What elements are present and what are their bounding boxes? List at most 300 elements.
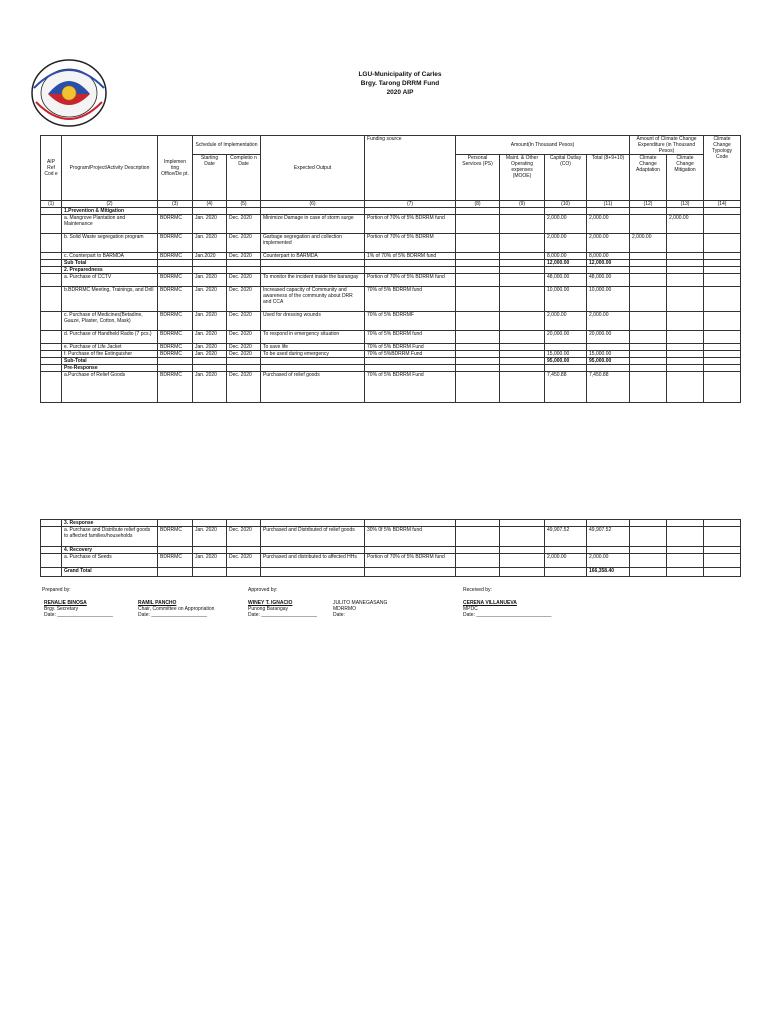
- col-co: Capital Outlay (CO): [545, 155, 587, 201]
- start-date-cell: Jan. 2020: [193, 215, 227, 234]
- adaptation-cell: [630, 312, 667, 331]
- co-cell: 20,000.00: [545, 331, 587, 344]
- end-date-cell: Dec. 2020: [227, 331, 261, 344]
- col-number: (2): [62, 201, 158, 208]
- empty-cell: [500, 547, 545, 554]
- table-row: [41, 274, 741, 287]
- empty-cell: [704, 208, 741, 215]
- end-date-cell: Dec. 2020: [227, 234, 261, 253]
- start-date-cell: Jan.2020: [193, 253, 227, 260]
- section-row: [41, 520, 741, 527]
- col-schedule: Schedule of Implementation: [193, 136, 261, 155]
- mooe-cell: [500, 287, 545, 312]
- aip-table-body-page-1: [41, 208, 741, 403]
- start-date-cell: Jan. 2020: [193, 287, 227, 312]
- empty-cell: [365, 358, 456, 365]
- empty-cell: [193, 260, 227, 267]
- aip-ref-cell: [41, 274, 62, 287]
- empty-cell: [193, 547, 227, 554]
- empty-cell: [667, 208, 704, 215]
- empty-cell: [456, 520, 500, 527]
- section-label: 1.Prevention & Mitigation: [62, 208, 158, 215]
- received-by-label: Received by:: [463, 587, 492, 593]
- signatory-date: Date: ____________________: [44, 612, 113, 618]
- header-fund: Brgy. Tarong DRRM Fund: [360, 80, 440, 87]
- section-row: [41, 547, 741, 554]
- subtotal-co: 12,000.00: [545, 260, 587, 267]
- empty-cell: [500, 365, 545, 372]
- empty-cell: [227, 358, 261, 365]
- end-date-cell: Dec. 2020: [227, 351, 261, 358]
- empty-cell: [630, 358, 667, 365]
- subtotal-co: 95,000.00: [545, 358, 587, 365]
- adaptation-cell: [630, 554, 667, 568]
- office-cell: BDRRMC: [158, 287, 193, 312]
- column-number-row: [41, 201, 741, 208]
- empty-cell: [193, 365, 227, 372]
- signatory-date: Date: ___________________________: [463, 612, 552, 618]
- typology-cell: [704, 253, 741, 260]
- empty-cell: [158, 358, 193, 365]
- mooe-cell: [500, 234, 545, 253]
- adaptation-cell: [630, 527, 667, 547]
- section-label: Pre-Response: [62, 365, 158, 372]
- total-cell: 2,000.00: [587, 234, 630, 253]
- empty-cell: [193, 568, 227, 577]
- municipal-seal-logo: [30, 58, 108, 128]
- signatory-mdrrmo: [333, 600, 387, 618]
- ps-cell: [456, 287, 500, 312]
- start-date-cell: Jan. 2020: [193, 312, 227, 331]
- subtotal-row: [41, 260, 741, 267]
- empty-cell: [365, 520, 456, 527]
- col-number: (5): [227, 201, 261, 208]
- typology-cell: [704, 312, 741, 331]
- subtotal-total: 166,358.40: [587, 568, 630, 577]
- mitigation-cell: [667, 234, 704, 253]
- col-adaptation: Climate Change Adaptation: [630, 155, 667, 201]
- aip-ref-cell: [41, 312, 62, 331]
- empty-cell: [158, 365, 193, 372]
- co-cell: 2,000.00: [545, 554, 587, 568]
- section-row: [41, 208, 741, 215]
- typology-cell: [704, 331, 741, 344]
- empty-cell: [630, 547, 667, 554]
- signatory-name: RAMIL PANCHO: [138, 600, 177, 606]
- signatory-name: CERENA VILLANUEVA: [463, 600, 517, 606]
- empty-cell: [704, 568, 741, 577]
- aip-ref-cell: [41, 568, 62, 577]
- col-mitigation: Climate Change Mitigation: [667, 155, 704, 201]
- ps-cell: [456, 351, 500, 358]
- description-cell: b.BDRRMC Meeting, Trainings, and Drill: [62, 287, 158, 312]
- start-date-cell: Jan. 2020: [193, 274, 227, 287]
- empty-cell: [630, 260, 667, 267]
- signatory-title: Chair, Committee on Appropriation: [138, 606, 215, 612]
- aip-ref-cell: [41, 554, 62, 568]
- aip-ref-cell: [41, 215, 62, 234]
- description-cell: a.Purchase of Relief Goods: [62, 372, 158, 403]
- col-number: (8): [456, 201, 500, 208]
- empty-cell: [365, 547, 456, 554]
- header-year: 2020 AIP: [386, 89, 414, 96]
- mooe-cell: [500, 372, 545, 403]
- signatory-date: Date: ____________________: [248, 612, 317, 618]
- empty-cell: [704, 365, 741, 372]
- total-cell: 49,907.52: [587, 527, 630, 547]
- signatory-punong-barangay: [248, 600, 317, 618]
- office-cell: BDRRMC: [158, 331, 193, 344]
- empty-cell: [500, 358, 545, 365]
- typology-cell: [704, 344, 741, 351]
- signatory-name: JULITO MANEGASANG: [333, 600, 388, 606]
- col-climate: Amount of Climate Change Expenditure (in Thousand Pesos): [630, 136, 704, 155]
- start-date-cell: Jan. 2020: [193, 344, 227, 351]
- empty-cell: [667, 260, 704, 267]
- aip-ref-cell: [41, 234, 62, 253]
- end-date-cell: Dec. 2020: [227, 253, 261, 260]
- empty-cell: [545, 365, 587, 372]
- ps-cell: [456, 372, 500, 403]
- start-date-cell: Jan. 2020: [193, 527, 227, 547]
- total-cell: 2,000.00: [587, 215, 630, 234]
- empty-cell: [365, 260, 456, 267]
- empty-cell: [261, 260, 365, 267]
- aip-ref-cell: [41, 372, 62, 403]
- total-cell: 8,000.00: [587, 253, 630, 260]
- aip-ref-cell: [41, 351, 62, 358]
- mitigation-cell: [667, 287, 704, 312]
- start-date-cell: Jan. 2020: [193, 554, 227, 568]
- funding-source-cell: 70% of 5% BDRRM fund: [365, 287, 456, 312]
- empty-cell: [365, 365, 456, 372]
- aip-ref-cell: [41, 208, 62, 215]
- aip-ref-cell: [41, 547, 62, 554]
- table-row: [41, 351, 741, 358]
- empty-cell: [500, 208, 545, 215]
- expected-output-cell: To respond in emergency situation: [261, 331, 365, 344]
- aip-ref-cell: [41, 287, 62, 312]
- end-date-cell: Dec. 2020: [227, 215, 261, 234]
- empty-cell: [587, 267, 630, 274]
- col-number: (14): [704, 201, 741, 208]
- description-cell: a. Purchase of Seeds: [62, 554, 158, 568]
- adaptation-cell: [630, 344, 667, 351]
- table-row: [41, 331, 741, 344]
- table-row: [41, 234, 741, 253]
- section-row: [41, 267, 741, 274]
- mooe-cell: [500, 554, 545, 568]
- table-row: [41, 312, 741, 331]
- mitigation-cell: [667, 253, 704, 260]
- document-header: [300, 70, 500, 97]
- empty-cell: [261, 267, 365, 274]
- office-cell: BDRRMC: [158, 253, 193, 260]
- empty-cell: [193, 267, 227, 274]
- aip-ref-cell: [41, 267, 62, 274]
- col-completion: Completio n Date: [227, 155, 261, 201]
- subtotal-total: 95,000.00: [587, 358, 630, 365]
- mitigation-cell: [667, 527, 704, 547]
- office-cell: BDRRMC: [158, 344, 193, 351]
- col-number: (7): [365, 201, 456, 208]
- empty-cell: [630, 568, 667, 577]
- col-mooe: Maint. & Other Operating expenses (MOOE): [500, 155, 545, 201]
- total-cell: 15,000.00: [587, 351, 630, 358]
- expected-output-cell: To save life: [261, 344, 365, 351]
- description-cell: c. Purchase of Medicines(Betadine, Gauze, Plaster, Cotton, Mask): [62, 312, 158, 331]
- total-cell: 10,000.00: [587, 287, 630, 312]
- table-row: [41, 253, 741, 260]
- funding-source-cell: 30% 0f 5% BDRRM fund: [365, 527, 456, 547]
- total-cell: [587, 344, 630, 351]
- expected-output-cell: Purchased and distributed to affected HHs: [261, 554, 365, 568]
- section-label: 4. Recovery: [62, 547, 158, 554]
- funding-source-cell: Portion of 70% of 5% BDRRM fund: [365, 274, 456, 287]
- start-date-cell: Jan. 2020: [193, 372, 227, 403]
- funding-source-cell: Portion of 70% of 5% BDRRM fund: [365, 215, 456, 234]
- empty-cell: [587, 547, 630, 554]
- signatory-title: MPDC: [463, 606, 478, 612]
- empty-cell: [456, 568, 500, 577]
- col-number: (6): [261, 201, 365, 208]
- col-number: (13): [667, 201, 704, 208]
- col-number: (11): [587, 201, 630, 208]
- subtotal-row: [41, 358, 741, 365]
- signatory-appropriation: [138, 600, 214, 618]
- empty-cell: [704, 547, 741, 554]
- mooe-cell: [500, 527, 545, 547]
- office-cell: BDRRMC: [158, 215, 193, 234]
- empty-cell: [261, 520, 365, 527]
- empty-cell: [500, 568, 545, 577]
- mooe-cell: [500, 215, 545, 234]
- empty-cell: [227, 568, 261, 577]
- mooe-cell: [500, 274, 545, 287]
- table-row: [41, 215, 741, 234]
- header-lgu: LGU-Municipality of Carles: [358, 71, 442, 78]
- description-cell: a. Purchase and Distribute relief goods to affected families/households: [62, 527, 158, 547]
- signatory-name: RENALIE BINOSA: [44, 600, 87, 606]
- empty-cell: [587, 365, 630, 372]
- col-starting: Starting Date: [193, 155, 227, 201]
- mooe-cell: [500, 351, 545, 358]
- adaptation-cell: 2,000.00: [630, 234, 667, 253]
- mooe-cell: [500, 344, 545, 351]
- empty-cell: [667, 267, 704, 274]
- empty-cell: [227, 260, 261, 267]
- office-cell: BDRRMC: [158, 527, 193, 547]
- co-cell: 2,000.00: [545, 312, 587, 331]
- aip-table-page-1: [40, 135, 741, 403]
- section-label: 3. Response: [62, 520, 158, 527]
- funding-source-cell: 70% of 5% BDRRM Fund: [365, 344, 456, 351]
- empty-cell: [365, 267, 456, 274]
- table-row: [41, 287, 741, 312]
- col-ps: Personal Services (PS): [456, 155, 500, 201]
- mitigation-cell: [667, 331, 704, 344]
- empty-cell: [365, 208, 456, 215]
- empty-cell: [704, 358, 741, 365]
- empty-cell: [500, 260, 545, 267]
- table-row: [41, 372, 741, 403]
- typology-cell: [704, 234, 741, 253]
- signatory-title: Brgy. Secretary: [44, 606, 79, 612]
- mitigation-cell: [667, 351, 704, 358]
- section-row: [41, 365, 741, 372]
- subtotal-label: Grand Total: [62, 568, 158, 577]
- empty-cell: [667, 547, 704, 554]
- funding-source-cell: 70% of 5% BDRRM Fund: [365, 372, 456, 403]
- aip-ref-cell: [41, 331, 62, 344]
- signatory-title: MDRRMO: [333, 606, 357, 612]
- signatory-mpdc: [463, 600, 551, 618]
- co-cell: 15,000.00: [545, 351, 587, 358]
- funding-source-cell: 1% of 70% of 5% BDRRM fund: [365, 253, 456, 260]
- empty-cell: [667, 358, 704, 365]
- description-cell: b. Solid Waste segregation program: [62, 234, 158, 253]
- empty-cell: [704, 520, 741, 527]
- col-number: (9): [500, 201, 545, 208]
- signatory-date: Date: ____________________: [138, 612, 207, 618]
- adaptation-cell: [630, 372, 667, 403]
- typology-cell: [704, 554, 741, 568]
- end-date-cell: Dec. 2020: [227, 287, 261, 312]
- approved-by-label: Approved by:: [248, 587, 278, 593]
- co-cell: 8,000.00: [545, 253, 587, 260]
- empty-cell: [630, 520, 667, 527]
- end-date-cell: Dec. 2020: [227, 344, 261, 351]
- expected-output-cell: Used for dressing wounds: [261, 312, 365, 331]
- empty-cell: [630, 208, 667, 215]
- office-cell: BDRRMC: [158, 372, 193, 403]
- empty-cell: [456, 260, 500, 267]
- mooe-cell: [500, 253, 545, 260]
- typology-cell: [704, 287, 741, 312]
- typology-cell: [704, 351, 741, 358]
- col-number: (3): [158, 201, 193, 208]
- col-program: Program/Project/Activity Description: [62, 136, 158, 201]
- ps-cell: [456, 274, 500, 287]
- expected-output-cell: Minimize Damage in case of storm surge: [261, 215, 365, 234]
- ps-cell: [456, 312, 500, 331]
- empty-cell: [227, 547, 261, 554]
- col-expected: Expected Output: [261, 136, 365, 201]
- col-funding: Funding source: [365, 136, 456, 201]
- aip-ref-cell: [41, 260, 62, 267]
- empty-cell: [545, 208, 587, 215]
- table-row: [41, 554, 741, 568]
- start-date-cell: Jan. 2020: [193, 331, 227, 344]
- empty-cell: [456, 208, 500, 215]
- expected-output-cell: Counterpart to BARMDA: [261, 253, 365, 260]
- adaptation-cell: [630, 331, 667, 344]
- table-row: [41, 344, 741, 351]
- end-date-cell: Dec. 2020: [227, 554, 261, 568]
- empty-cell: [456, 365, 500, 372]
- office-cell: BDRRMC: [158, 234, 193, 253]
- total-cell: 7,450.88: [587, 372, 630, 403]
- description-cell: d. Purchase of Handheld Radio (7 pcs.): [62, 331, 158, 344]
- empty-cell: [667, 520, 704, 527]
- end-date-cell: Dec. 2020: [227, 527, 261, 547]
- office-cell: BDRRMC: [158, 274, 193, 287]
- empty-cell: [365, 568, 456, 577]
- col-aip-ref: AIP Ref Cod e: [41, 136, 62, 201]
- mitigation-cell: [667, 274, 704, 287]
- empty-cell: [500, 267, 545, 274]
- funding-source-cell: 70% of 5% BDRRM fund: [365, 331, 456, 344]
- mitigation-cell: [667, 372, 704, 403]
- table-row: [41, 527, 741, 547]
- end-date-cell: Dec. 2020: [227, 312, 261, 331]
- empty-cell: [500, 520, 545, 527]
- signatory-secretary: [44, 600, 113, 618]
- expected-output-cell: To monitor the incident inside the barangay: [261, 274, 365, 287]
- empty-cell: [261, 365, 365, 372]
- col-number: (12): [630, 201, 667, 208]
- office-cell: BDRRMC: [158, 351, 193, 358]
- expected-output-cell: Purchased and Distributed of relief goods: [261, 527, 365, 547]
- empty-cell: [158, 267, 193, 274]
- aip-ref-cell: [41, 358, 62, 365]
- ps-cell: [456, 527, 500, 547]
- funding-source-cell: Portion of 70% of 5% BDRRM fund: [365, 554, 456, 568]
- aip-ref-cell: [41, 253, 62, 260]
- typology-cell: [704, 527, 741, 547]
- empty-cell: [261, 568, 365, 577]
- start-date-cell: Jan. 2020: [193, 351, 227, 358]
- subtotal-label: Sub Total: [62, 260, 158, 267]
- subtotal-label: Sub-Total: [62, 358, 158, 365]
- empty-cell: [545, 520, 587, 527]
- empty-cell: [704, 260, 741, 267]
- adaptation-cell: [630, 253, 667, 260]
- adaptation-cell: [630, 215, 667, 234]
- expected-output-cell: To be used during emergency: [261, 351, 365, 358]
- signatory-date: Date:: [333, 612, 345, 618]
- col-amount: Amount(In Thousand Pesos): [456, 136, 630, 155]
- funding-source-cell: Portion of 70% of 5% BDRRM: [365, 234, 456, 253]
- start-date-cell: Jan. 2020: [193, 234, 227, 253]
- empty-cell: [261, 358, 365, 365]
- col-implementing: Implemen ting Office/De pt.: [158, 136, 193, 201]
- total-cell: 2,000.00: [587, 554, 630, 568]
- ps-cell: [456, 554, 500, 568]
- mitigation-cell: [667, 344, 704, 351]
- empty-cell: [193, 358, 227, 365]
- mitigation-cell: 2,000.00: [667, 215, 704, 234]
- co-cell: [545, 344, 587, 351]
- empty-cell: [227, 520, 261, 527]
- ps-cell: [456, 344, 500, 351]
- funding-source-cell: 70% of 5%BDRRM Fund: [365, 351, 456, 358]
- empty-cell: [630, 365, 667, 372]
- description-cell: a. Mangrove Plantation and Maintenance: [62, 215, 158, 234]
- col-number: (1): [41, 201, 62, 208]
- col-number: (10): [545, 201, 587, 208]
- co-cell: 2,000.00: [545, 234, 587, 253]
- col-typology: Climate Change Typology Code: [704, 136, 741, 201]
- aip-ref-cell: [41, 344, 62, 351]
- ps-cell: [456, 234, 500, 253]
- mitigation-cell: [667, 554, 704, 568]
- empty-cell: [261, 208, 365, 215]
- subtotal-row: [41, 568, 741, 577]
- empty-cell: [158, 520, 193, 527]
- description-cell: a. Purchase of CCTV: [62, 274, 158, 287]
- empty-cell: [587, 208, 630, 215]
